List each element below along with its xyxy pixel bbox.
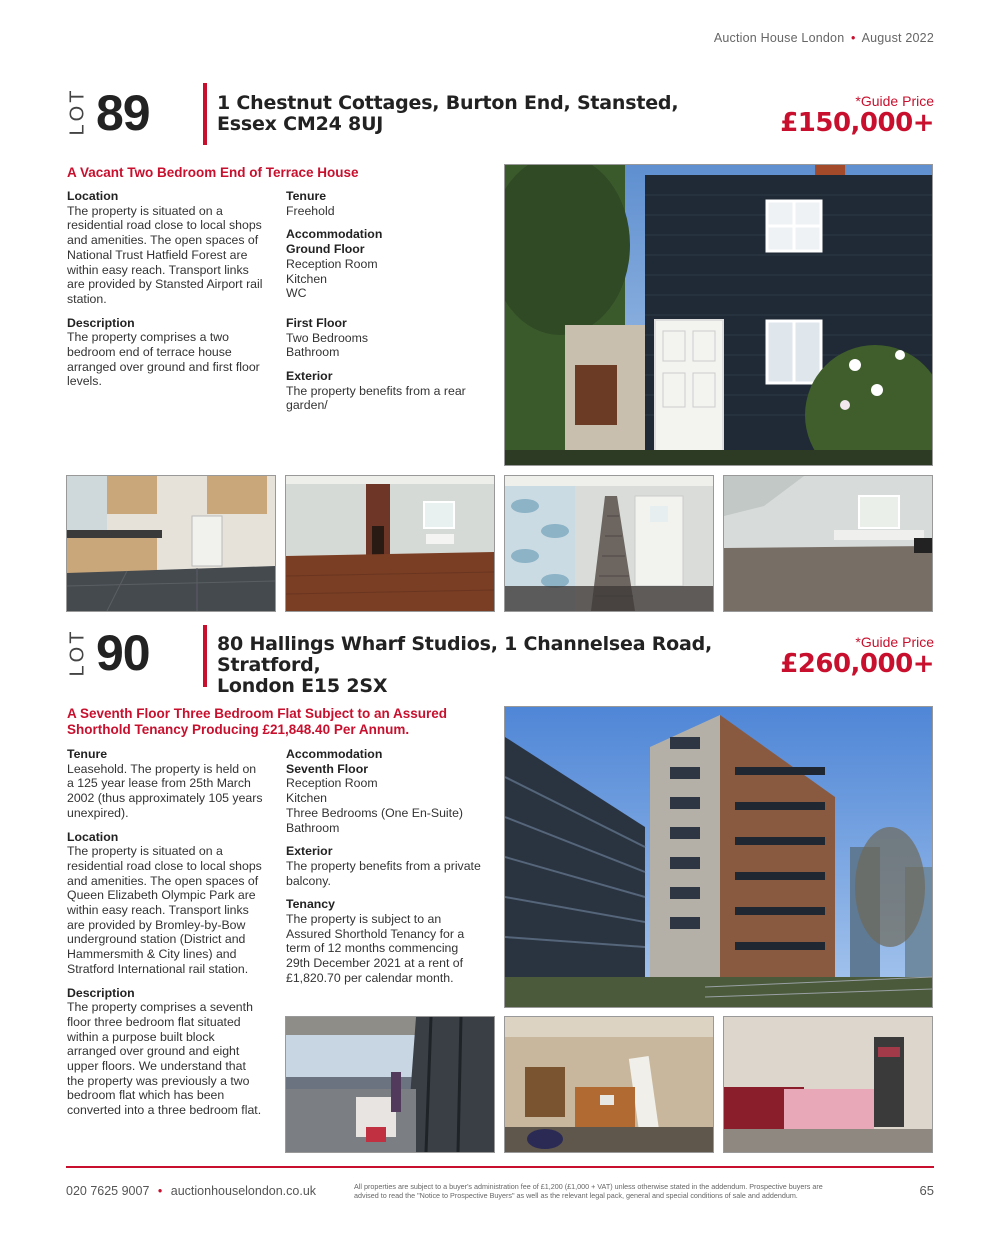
- text-line: arranged over ground and first floor: [67, 359, 260, 374]
- section-heading: Accommodation: [286, 747, 383, 761]
- text-line: station.: [67, 291, 107, 306]
- text-line: term of 12 months commencing: [286, 941, 459, 956]
- guide-price: £150,000+: [780, 108, 934, 138]
- text-line: Bathroom: [286, 345, 340, 360]
- text-line: converted into a three bedroom flat.: [67, 1103, 262, 1118]
- lot-details-right: [286, 747, 498, 986]
- lot-subtitle: A Vacant Two Bedroom End of Terrace House: [67, 165, 359, 180]
- text-line: Queen Elizabeth Olympic Park are: [67, 888, 256, 903]
- bullet: •: [157, 1184, 163, 1198]
- guide-price: £260,000+: [780, 649, 934, 679]
- text-line: are provided by Stansted Airport rail: [67, 277, 263, 292]
- text-line: 29th December 2021 at a rent of: [286, 956, 464, 971]
- text-line: levels.: [67, 374, 102, 389]
- photo-house-exterior[interactable]: [504, 164, 933, 466]
- website-link[interactable]: auctionhouselondon.co.uk: [170, 1184, 317, 1198]
- bedroom-image: [724, 476, 932, 611]
- photo-bedroom-89[interactable]: [723, 475, 933, 612]
- text-line: bedroom end of terrace house: [67, 345, 232, 360]
- text-line: Reception Room: [286, 776, 378, 791]
- lot-details-left: [67, 189, 282, 389]
- text-line: and amenities. The open spaces of: [67, 233, 259, 248]
- text-line: 2002 (thus approximately 105 years: [67, 791, 263, 806]
- tower-block-image: [505, 707, 932, 1007]
- text-line: Two Bedrooms: [286, 330, 369, 345]
- lot-subtitle: [67, 706, 497, 738]
- text-line: residential road close to local shops: [67, 218, 262, 233]
- section-heading: Location: [67, 189, 119, 203]
- publisher-name: Auction House London: [713, 31, 845, 45]
- address-line-2: London E15 2SX: [217, 675, 388, 697]
- text-line: floor three bedroom flat situated: [67, 1014, 241, 1029]
- text-line: The property is subject to an: [286, 912, 442, 927]
- text-line: The property comprises a two: [67, 330, 229, 345]
- text-line: within easy reach. Transport links: [67, 903, 249, 918]
- text-line: bedroom flat which has been: [67, 1088, 225, 1103]
- bedroom-image: [724, 1017, 932, 1152]
- text-line: and amenities. The open spaces of: [67, 873, 259, 888]
- issue-date: August 2022: [861, 31, 934, 45]
- text-line: The property benefits from a private: [286, 858, 481, 873]
- text-line: Reception Room: [286, 256, 378, 271]
- text-line: underground station (District and: [67, 932, 246, 947]
- page-number: 65: [919, 1183, 934, 1198]
- text-line: WC: [286, 286, 307, 301]
- text-line: unexpired).: [67, 805, 129, 820]
- lot-address: [217, 93, 777, 135]
- text-line: Leasehold. The property is held on: [67, 761, 257, 776]
- lot-divider: [203, 83, 207, 145]
- lot-details-right: [286, 189, 498, 413]
- lot-label: LOT: [66, 628, 89, 677]
- section-heading: First Floor: [286, 315, 347, 330]
- text-line: The property benefits from a rear: [286, 383, 466, 398]
- subtitle-line-2: Shorthold Tenancy Producing £21,848.40 Per Annum.: [67, 722, 410, 737]
- lot-number: 90: [96, 625, 150, 681]
- text-line: Bathroom: [286, 820, 340, 835]
- bullet: •: [851, 31, 856, 45]
- text-line: Stratford International rail station.: [67, 961, 249, 976]
- section-heading: Tenure: [67, 747, 108, 761]
- photo-balcony[interactable]: [285, 1016, 495, 1153]
- photo-reception-dining[interactable]: [504, 1016, 714, 1153]
- lot-number: 89: [96, 85, 150, 141]
- text-line: a 125 year lease from 25th March: [67, 776, 251, 791]
- section-heading: Exterior: [286, 369, 333, 384]
- text-line: Freehold: [286, 203, 335, 218]
- text-line: are provided by Bromley-by-Bow: [67, 917, 246, 932]
- lot-label: LOT: [66, 87, 89, 136]
- section-heading: Accommodation: [286, 227, 383, 242]
- reception-room-image: [286, 476, 494, 611]
- footer-contact: [66, 1184, 316, 1198]
- page-header: [714, 31, 934, 45]
- section-heading: Tenure: [286, 189, 327, 203]
- address-line-1: 1 Chestnut Cottages, Burton End, Stansted,: [217, 92, 679, 114]
- text-line: £1,820.70 per calendar month.: [286, 970, 454, 985]
- photo-hallway-stairs[interactable]: [504, 475, 714, 612]
- dining-room-image: [505, 1017, 713, 1152]
- text-line: residential road close to local shops: [67, 858, 262, 873]
- lot-details-left: [67, 747, 282, 1118]
- lot-divider: [203, 625, 207, 687]
- text-line: arranged over ground and eight: [67, 1044, 240, 1059]
- section-heading: Tenancy: [286, 897, 335, 912]
- guide-price-label: *Guide Price: [855, 634, 934, 650]
- photo-reception-room[interactable]: [285, 475, 495, 612]
- text-line: the property was previously a two: [67, 1073, 250, 1088]
- text-line: Assured Shorthold Tenancy for a: [286, 926, 465, 941]
- photo-tower-block[interactable]: [504, 706, 933, 1008]
- house-exterior-image: [505, 165, 932, 465]
- section-heading: Description: [67, 985, 135, 1000]
- photo-kitchen[interactable]: [66, 475, 276, 612]
- footer-divider: [66, 1166, 934, 1168]
- section-heading: Exterior: [286, 844, 333, 859]
- text-line: The property is situated on a: [67, 203, 223, 218]
- section-subheading: Seventh Floor: [286, 761, 368, 776]
- footer-disclaimer: All properties are subject to a buyer's administration fee of £1,200 (£1,000 + VAT) unless otherwise stated in the addendum. Prospective buyers are advised to read the "Notice to Prospective Buyers" as well as the relevant legal pack, general and special conditions of sale and addendum.: [354, 1182, 823, 1200]
- text-line: Three Bedrooms (One En-Suite): [286, 805, 464, 820]
- balcony-image: [286, 1017, 494, 1152]
- subtitle-line-1: A Seventh Floor Three Bedroom Flat Subject to an Assured: [67, 706, 448, 721]
- text-line: Kitchen: [286, 791, 328, 806]
- section-heading: Description: [67, 315, 135, 330]
- text-line: National Trust Hatfield Forest are: [67, 247, 248, 262]
- photo-bedroom-90[interactable]: [723, 1016, 933, 1153]
- text-line: upper floors. We understand that: [67, 1059, 246, 1074]
- text-line: Hammersmith & City lines) and: [67, 947, 237, 962]
- hallway-image: [505, 476, 713, 611]
- lot-address: [217, 634, 787, 697]
- text-line: Kitchen: [286, 271, 328, 286]
- section-subheading: Ground Floor: [286, 242, 365, 257]
- address-line-1: 80 Hallings Wharf Studios, 1 Channelsea Road, Stratford,: [217, 633, 713, 676]
- guide-price-label: *Guide Price: [855, 93, 934, 109]
- phone-number[interactable]: 020 7625 9007: [66, 1184, 150, 1198]
- text-line: balcony.: [286, 873, 331, 888]
- address-line-2: Essex CM24 8UJ: [217, 113, 384, 135]
- text-line: garden/: [286, 398, 328, 413]
- kitchen-image: [67, 476, 275, 611]
- text-line: within a purpose built block: [67, 1029, 215, 1044]
- text-line: within easy reach. Transport links: [67, 262, 249, 277]
- section-heading: Location: [67, 829, 119, 844]
- text-line: The property comprises a seventh: [67, 1000, 253, 1015]
- text-line: The property is situated on a: [67, 844, 223, 859]
